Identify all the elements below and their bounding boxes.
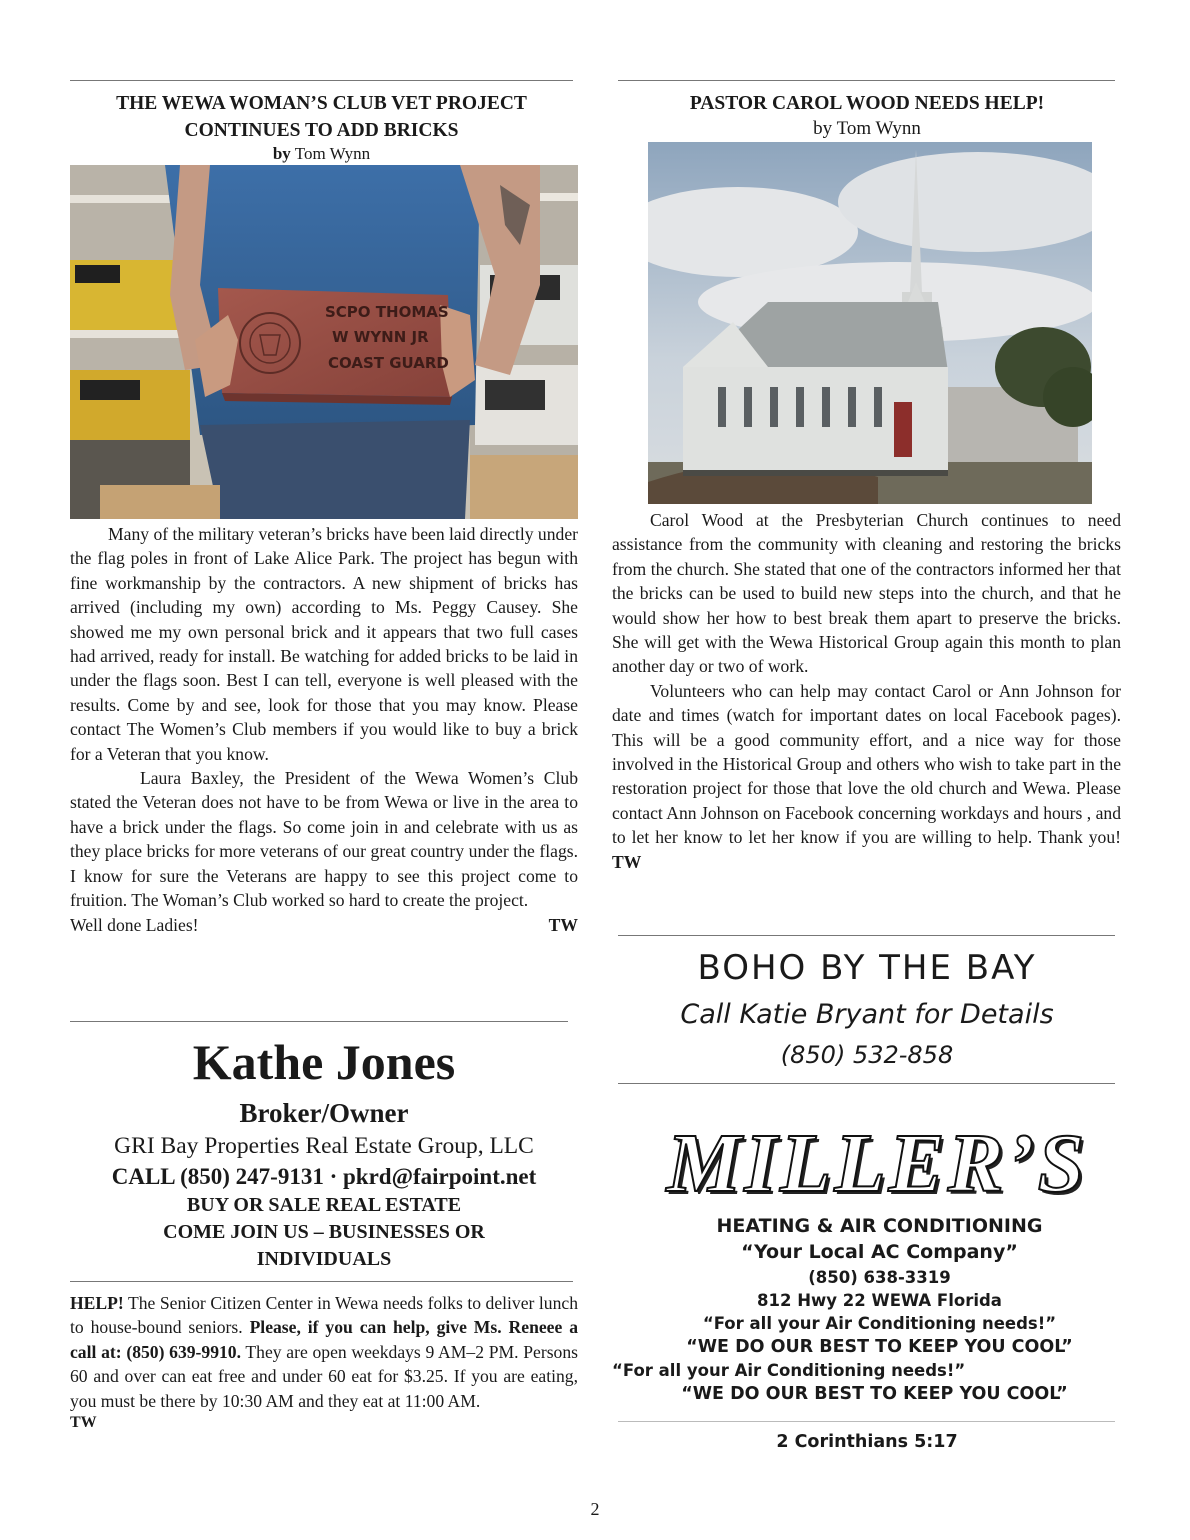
kathe-jones-ad <box>70 1032 578 1273</box>
church-photo <box>648 142 1092 504</box>
boho-title: BOHO BY THE BAY <box>697 948 1037 988</box>
millers-logo: MILLER’S <box>666 1117 1088 1210</box>
millers-address: 812 Hwy 22 WEWA Florida <box>757 1291 1002 1310</box>
right-top-rule <box>618 80 1115 81</box>
millers-ad-details <box>612 1214 1117 1406</box>
millers-subtitle: HEATING & AIR CONDITIONING <box>716 1215 1043 1237</box>
kathe-line3: INDIVIDUALS <box>256 1248 392 1270</box>
left-signature: TW <box>548 914 578 935</box>
millers-slogan4: “WE DO OUR BEST TO KEEP YOU COOL” <box>681 1384 1068 1404</box>
millers-slogan2: “WE DO OUR BEST TO KEEP YOU COOL” <box>686 1337 1073 1357</box>
left-paragraph-1: Many of the military veteran’s bricks have been laid directly under the flag poles in front of Lake Alice Park. The project has begun with fine workmanship by the contractors. A new shipment of bricks has arrived (including my own) according to Ms. Peggy Causey. She showed me my own personal brick and it appears that two full cases had arrived, ready for install. Be watching for added bricks to be laid in under the flags soon. Best I can tell, everyone is well pleased with the results. Come by and see, look for those that you may know. Please contact The Women’s Club members if you would like to buy a brick for a Veteran that you know. <box>70 524 578 764</box>
right-paragraph-2: Volunteers who can help may contact Carol or Ann Johnson for date and times (watch for important dates on local Facebook pages). This will be a good community effort, and a nice way for those involved in the Historical Group and others who wish to take part in the restoration project for those that love the old church and Wewa. Please contact Ann Johnson on Facebook concerning workdays and hours , and to let her know to let her know if you are willing to help. Thank you! TW <box>612 680 1121 872</box>
millers-slogan3: “For all your Air Conditioning needs!” <box>612 1361 966 1380</box>
kathe-company: GRI Bay Properties Real Estate Group, LLC <box>114 1133 534 1159</box>
left-byline: by Tom Wynn <box>272 144 371 163</box>
kathe-role: Broker/Owner <box>239 1098 409 1128</box>
brick-photo <box>70 165 578 519</box>
kathe-contact: CALL (850) 247-9131 · pkrd@fairpoint.net <box>111 1164 537 1189</box>
left-title-line1: THE WEWA WOMAN’S CLUB VET PROJECT <box>116 93 527 114</box>
boho-bottom-rule <box>618 1083 1115 1084</box>
kathe-name: Kathe Jones <box>192 1034 456 1090</box>
right-article-title: PASTOR CAROL WOOD NEEDS HELP! <box>689 93 1045 114</box>
kathe-line2: COME JOIN US – BUSINESSES OR <box>163 1221 485 1243</box>
help-contact: Please, if you can help, give Ms. Reneee a call at: (850) 639-9910. <box>70 1317 578 1362</box>
left-article-title <box>70 90 573 144</box>
millers-tagline: “Your Local AC Company” <box>741 1241 1018 1263</box>
right-paragraph-1: Carol Wood at the Presbyterian Church continues to need assistance from the community with cleaning and restoring the bricks from the church. She stated that one of the contractors informed her that the bricks can be used to build new steps into the church, and that he would show her how to best break them apart to preserve the bricks. She will get with the Wewa Historical Group again this month to plan another day or two of work. <box>612 510 1121 677</box>
church-photo-art <box>648 142 1092 504</box>
millers-slogan1: “For all your Air Conditioning needs!” <box>702 1314 1057 1333</box>
millers-phone: (850) 638-3319 <box>808 1268 951 1287</box>
left-top-rule <box>70 80 573 81</box>
right-byline: by Tom Wynn <box>813 118 921 139</box>
bible-verse: 2 Corinthians 5:17 <box>776 1432 958 1452</box>
left-paragraph-2: Laura Baxley, the President of the Wewa Women’s Club stated the Veteran does not have to be from Wewa or live in the area to have a brick under the flags. So come join in and celebrate with us as they place bricks for more veterans of our great country under the flags. I know for sure the Veterans are happy to see this project come to fruition. The Woman’s Club worked so hard to create the project. <box>70 768 578 911</box>
page-number: 2 <box>590 1499 600 1519</box>
boho-line1: Call Katie Bryant for Details <box>680 999 1054 1030</box>
help-signature: TW <box>70 1414 97 1432</box>
right-article-rule <box>618 935 1115 936</box>
right-article-body <box>612 508 1121 874</box>
boho-ad <box>612 945 1122 1075</box>
brick-photo-art <box>70 165 578 519</box>
help-lead: HELP! <box>70 1293 124 1313</box>
left-last-line: Well done Ladies! TW <box>70 913 578 937</box>
help-notice: HELP! The Senior Citizen Center in Wewa needs folks to deliver lunch to house-bound seniors. Please, if you can help, give Ms. Reneee a call at: (850) 639-9910. They are open weekdays 9 AM–2 PM. Persons 60 and over can eat free and under 60 eat for $3.25. If you are eating, you must be there by 10:30 AM and they eat at 11:00 AM. TW <box>70 1293 578 1432</box>
brick-line-3: COAST GUARD <box>328 354 449 372</box>
left-article-body <box>70 522 578 937</box>
millers-bottom-rule <box>618 1421 1115 1422</box>
brick-line-2: W WYNN JR <box>332 328 429 346</box>
brick-line-1: SCPO THOMAS <box>325 303 449 321</box>
kathe-bottom-rule <box>70 1281 573 1282</box>
boho-phone: (850) 532-858 <box>780 1041 954 1069</box>
right-signature: TW <box>612 851 642 872</box>
left-article-rule <box>70 1021 568 1022</box>
kathe-line1: BUY OR SALE REAL ESTATE <box>186 1194 462 1216</box>
left-title-line2: CONTINUES TO ADD BRICKS <box>184 120 459 141</box>
